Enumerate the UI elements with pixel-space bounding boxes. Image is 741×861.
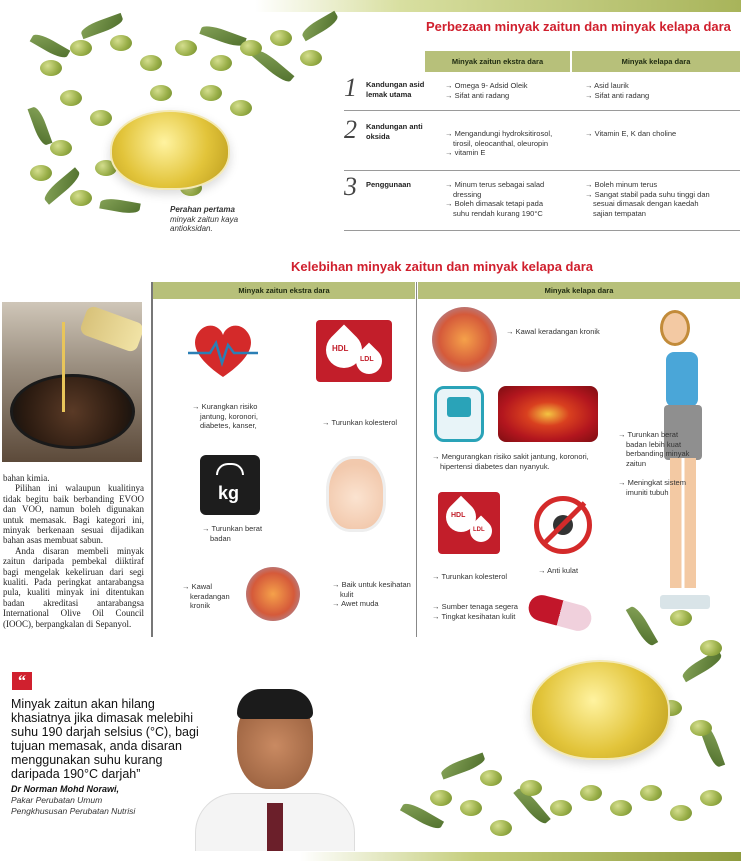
row2-col1 [445, 129, 570, 158]
glucose-screen [447, 397, 471, 417]
scale-icon [200, 455, 260, 515]
row-number-2: 2 [344, 115, 357, 144]
woman-head [660, 310, 690, 346]
article-line: bahan kimia. [3, 473, 50, 483]
blood-vessel-icon [498, 386, 598, 442]
benefits-column-divider [416, 282, 417, 637]
coconut-energy-benefit: → Sumber tenaga segera → Tingkat kesihatan kulit [432, 602, 527, 621]
coconut-immunity-benefit: → Meningkat sistem imuniti tubuh [618, 478, 693, 497]
row-number-3: 3 [344, 172, 357, 201]
row3-col2-item: → Boleh minum terus [585, 180, 715, 190]
quote-icon: “ [12, 672, 32, 690]
coconut-weight-benefit: → Turunkan berat badan lebih kuat berbanding minyak zaitun [618, 430, 693, 468]
quote-author: Dr Norman Mohd Norawi, [11, 784, 120, 794]
row3-col2 [585, 180, 715, 218]
row-divider [344, 110, 740, 111]
doctor-tie [267, 803, 283, 851]
benefits-title: Kelebihan minyak zaitun dan minyak kelapa dara [291, 259, 593, 274]
coconut-cholesterol-benefit: → Turunkan kolesterol [432, 572, 522, 582]
olive-heart-benefit: → Kurangkan risiko jantung, koronori, diabetes, kanser, [192, 402, 282, 431]
row1-col2 [585, 81, 735, 100]
oil-bottle [79, 305, 142, 354]
woman-torso [666, 352, 698, 407]
row3-col1-item: → Minum terus sebagai salad dressing [445, 180, 560, 199]
row-label-2: Kandungan anti oksida [366, 122, 423, 141]
photo-caption [170, 205, 280, 234]
hdl-ldl-icon [438, 492, 500, 554]
hdl-label: HDL [451, 512, 466, 519]
benefits-col2-header: Minyak kelapa dara [418, 282, 740, 299]
row-divider [344, 230, 740, 231]
doctor-hair [237, 689, 313, 719]
row1-col2-item: → Sifat anti radang [585, 91, 735, 101]
comparison-col1-header: Minyak zaitun ekstra dara [425, 51, 570, 72]
quote-author-role: Pengkhususan Perubatan Nutrisi [11, 806, 136, 816]
article-paragraph: Pilihan ini walaupun kualitinya tidak begitu baik berbanding EVOO dan VOO, namun boleh digunakan untuk memasak. Bagi kategori ini, minyak berkenaan sesuai dijadikan bahan asas membuat sabun. [3, 483, 144, 546]
stomach-icon [246, 567, 300, 621]
row1-col1-item: → Omega 9- Adsid Oleik [445, 81, 565, 91]
face-skin-illustration [326, 456, 386, 532]
stomach-icon [432, 307, 497, 372]
row1-col1-item: → Sifat anti radang [445, 91, 565, 101]
hdl-label: HDL [332, 344, 349, 353]
oil-gravy-boat [110, 110, 230, 190]
coconut-inflammation-benefit: → Kawal keradangan kronik [506, 327, 616, 337]
quote-author-role: Pakar Perubatan Umum [11, 795, 103, 805]
article-paragraph: Anda disaran membeli minyak zaitun daripada pembekal diiktiraf bagi mengelak kekeliruan dari segi kualiti. Pada peringkat antarabangsa pula, kualiti minyak ini ditentukan badan akreditasi antarabangsa International Olive Oil Council (IOOC), berpangkalan di Sepanyol. [3, 545, 144, 629]
prohibit-slash [542, 501, 587, 546]
row1-col1 [445, 81, 565, 100]
bottom-decor-band [300, 852, 741, 861]
photo-caption-bold: Perahan pertama [170, 205, 235, 214]
olive-branch-illustration [380, 600, 741, 850]
olive-weight-benefit: → Turunkan berat badan [202, 524, 272, 543]
frying-pan-photo [2, 302, 142, 462]
olive-inflammation-benefit: → Kawal keradangan kronik [182, 582, 238, 611]
frying-pan [10, 374, 135, 449]
article-body [3, 473, 144, 629]
benefits-col1-header: Minyak zaitun ekstra dara [153, 282, 415, 299]
doctor-portrait [195, 683, 355, 851]
heart-icon [188, 315, 258, 385]
photo-caption-text: minyak zaitun kaya antioksidan. [170, 214, 239, 233]
row2-col2 [585, 129, 735, 139]
scale-dial [216, 463, 244, 475]
row3-col1-item: → Boleh dimasak tetapi pada suhu rendah kurang 190°C [445, 199, 560, 218]
row1-col2-item: → Asid laurik [585, 81, 735, 91]
oil-stream [62, 322, 65, 412]
antifungal-icon [534, 496, 592, 554]
row-divider [344, 170, 740, 171]
row2-col2-item: → Vitamin E, K dan choline [585, 129, 735, 139]
coconut-heart-benefit: → Mengurangkan risiko sakit jantung, koronori, hipertensi diabetes dan nyanyuk. [432, 452, 597, 471]
row-number-1: 1 [344, 73, 357, 102]
ldl-label: LDL [360, 356, 374, 363]
row-label-3: Penggunaan [366, 180, 412, 189]
quote-text: Minyak zaitun akan hilang khasiatnya jika dimasak melebihi suhu 190 darjah selsius (°C), bagi tujuan memasak, anda disaran menggunakan suhu kurang daripada 190°C darjah” [11, 697, 199, 781]
coconut-antifungal-benefit: → Anti kulat [538, 566, 598, 576]
row3-col2-item: → Sangat stabil pada suhu tinggi dan sesuai dimasak dengan kaedah sajian tempatan [585, 190, 715, 219]
row2-col1-item: → vitamin E [445, 148, 570, 158]
comparison-title: Perbezaan minyak zaitun dan minyak kelapa dara [426, 19, 731, 34]
olive-cholesterol-benefit: → Turunkan kolesterol [322, 418, 412, 428]
woman-illustration [640, 310, 735, 635]
glucose-meter-icon [434, 386, 484, 442]
oil-gravy-boat [530, 660, 670, 760]
ldl-label: LDL [473, 527, 485, 533]
comparison-col2-header: Minyak kelapa dara [572, 51, 740, 72]
benefits-left-border [151, 282, 153, 637]
row2-col1-item: → Mengandungi hydroksitirosol, tirosil, oleocanthal, oleuropin [445, 129, 570, 148]
row-label-1: Kandungan asid lemak utama [366, 80, 425, 99]
hdl-ldl-icon [316, 320, 392, 382]
row3-col1 [445, 180, 560, 218]
scale-kg-label: kg [218, 483, 240, 503]
olive-skin-benefit: → Baik untuk kesihatan kulit → Awet muda [332, 580, 412, 609]
